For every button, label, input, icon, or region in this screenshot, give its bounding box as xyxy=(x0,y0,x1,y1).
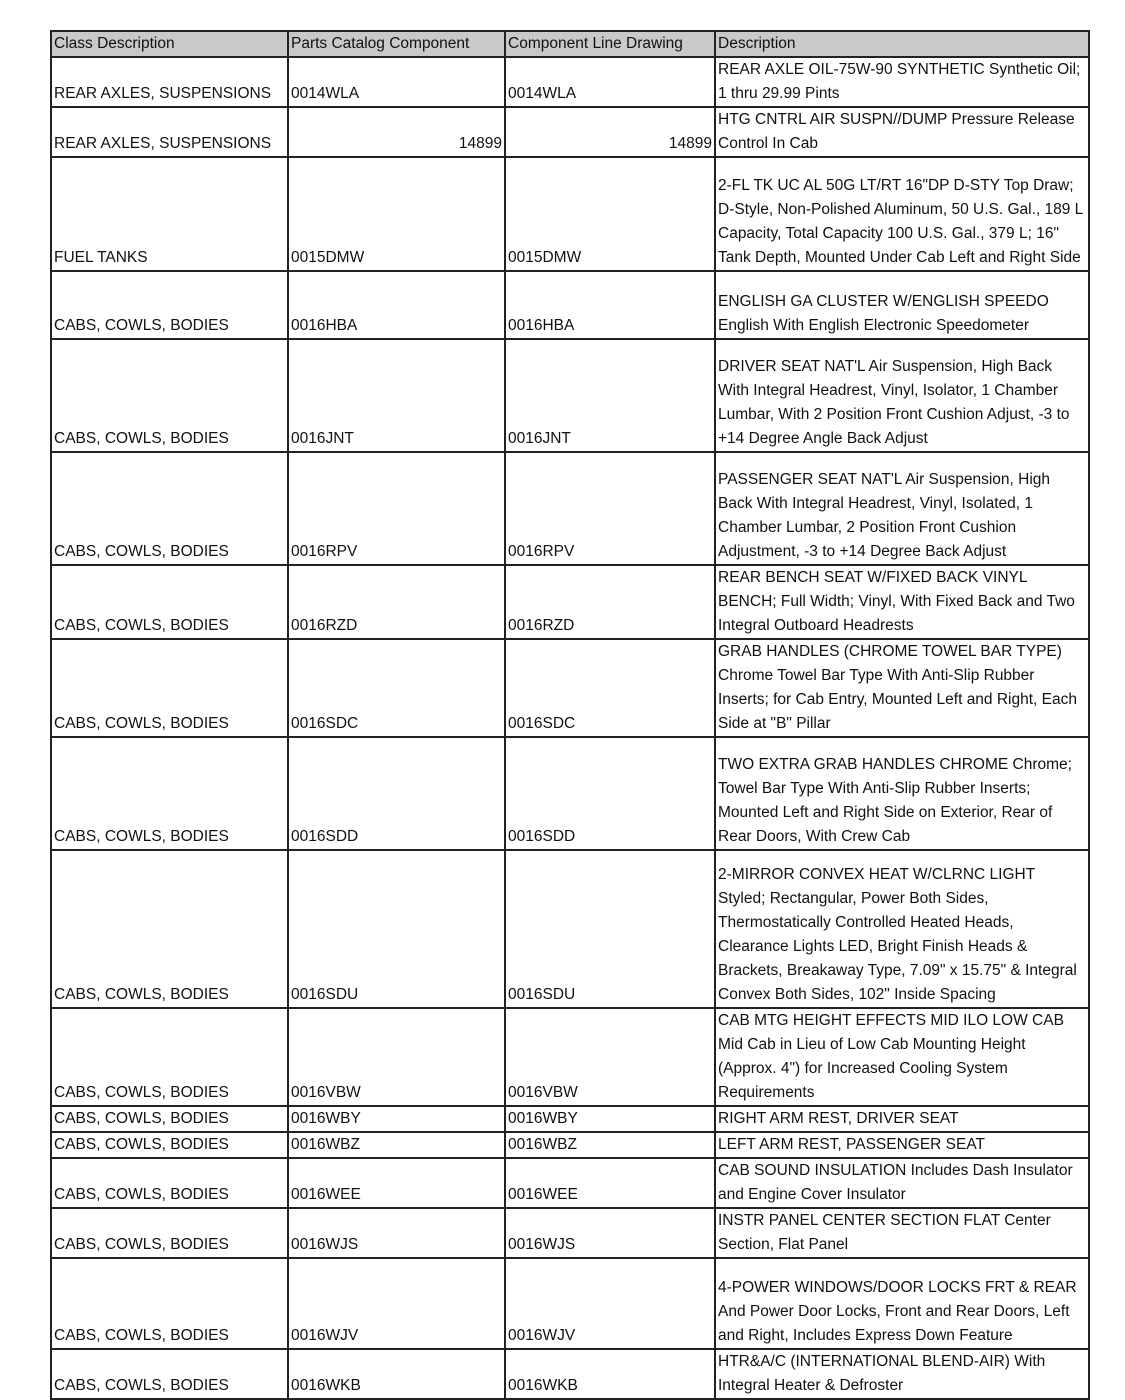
part-cell: 0016WBZ xyxy=(288,1132,505,1158)
part-cell: 0016VBW xyxy=(288,1008,505,1106)
part-cell: 0016SDD xyxy=(288,737,505,850)
description-cell: INSTR PANEL CENTER SECTION FLAT Center Section, Flat Panel xyxy=(715,1208,1089,1258)
table-row xyxy=(51,57,1089,107)
drawing-cell: 0016WBY xyxy=(505,1106,715,1132)
class-cell: CABS, COWLS, BODIES xyxy=(51,1258,288,1349)
table-row xyxy=(51,1158,1089,1208)
class-cell: CABS, COWLS, BODIES xyxy=(51,1158,288,1208)
class-cell: CABS, COWLS, BODIES xyxy=(51,339,288,452)
class-cell: CABS, COWLS, BODIES xyxy=(51,1208,288,1258)
header-row xyxy=(51,31,1089,57)
drawing-cell: 0016SDC xyxy=(505,639,715,737)
part-cell: 0016HBA xyxy=(288,271,505,339)
part-cell: 0016WEE xyxy=(288,1158,505,1208)
description-cell: LEFT ARM REST, PASSENGER SEAT xyxy=(715,1132,1089,1158)
drawing-cell: 0016WEE xyxy=(505,1158,715,1208)
drawing-cell: 0016VBW xyxy=(505,1008,715,1106)
table-row xyxy=(51,639,1089,737)
table-row xyxy=(51,737,1089,850)
part-cell: 0016WKB xyxy=(288,1349,505,1399)
class-cell: CABS, COWLS, BODIES xyxy=(51,1008,288,1106)
class-cell: CABS, COWLS, BODIES xyxy=(51,1132,288,1158)
class-cell: CABS, COWLS, BODIES xyxy=(51,452,288,565)
class-cell: CABS, COWLS, BODIES xyxy=(51,271,288,339)
part-cell: 0016WJS xyxy=(288,1208,505,1258)
drawing-cell: 0016JNT xyxy=(505,339,715,452)
drawing-cell: 0016SDD xyxy=(505,737,715,850)
description-cell: REAR AXLE OIL-75W-90 SYNTHETIC Synthetic Oil; 1 thru 29.99 Pints xyxy=(715,57,1089,107)
part-cell: 0016JNT xyxy=(288,339,505,452)
table-row xyxy=(51,1106,1089,1132)
description-cell: CAB SOUND INSULATION Includes Dash Insulator and Engine Cover Insulator xyxy=(715,1158,1089,1208)
class-cell: FUEL TANKS xyxy=(51,157,288,271)
part-cell: 0016WBY xyxy=(288,1106,505,1132)
part-cell: 0016RPV xyxy=(288,452,505,565)
table-row xyxy=(51,1258,1089,1349)
drawing-cell: 0016WJV xyxy=(505,1258,715,1349)
description-cell: REAR BENCH SEAT W/FIXED BACK VINYL BENCH; Full Width; Vinyl, With Fixed Back and Two Integral Outboard Headrests xyxy=(715,565,1089,639)
class-cell: CABS, COWLS, BODIES xyxy=(51,1349,288,1399)
table-row xyxy=(51,1008,1089,1106)
class-cell: CABS, COWLS, BODIES xyxy=(51,737,288,850)
part-cell: 0014WLA xyxy=(288,57,505,107)
description-cell: 4-POWER WINDOWS/DOOR LOCKS FRT & REAR And Power Door Locks, Front and Rear Doors, Left and Right, Includes Express Down Feature xyxy=(715,1258,1089,1349)
part-cell: 14899 xyxy=(288,107,505,157)
part-cell: 0015DMW xyxy=(288,157,505,271)
class-cell: CABS, COWLS, BODIES xyxy=(51,1106,288,1132)
description-cell: PASSENGER SEAT NAT'L Air Suspension, High Back With Integral Headrest, Vinyl, Isolated, 1 Chamber Lumbar, 2 Position Front Cushion Adjustment, -3 to +14 Degree Back Adjust xyxy=(715,452,1089,565)
drawing-cell: 0016WKB xyxy=(505,1349,715,1399)
description-cell: HTG CNTRL AIR SUSPN//DUMP Pressure Release Control In Cab xyxy=(715,107,1089,157)
drawing-cell: 0016RZD xyxy=(505,565,715,639)
drawing-cell: 0014WLA xyxy=(505,57,715,107)
table-row xyxy=(51,565,1089,639)
description-cell: ENGLISH GA CLUSTER W/ENGLISH SPEEDO English With English Electronic Speedometer xyxy=(715,271,1089,339)
table-row xyxy=(51,1208,1089,1258)
table-row xyxy=(51,157,1089,271)
description-cell: 2-MIRROR CONVEX HEAT W/CLRNC LIGHT Styled; Rectangular, Power Both Sides, Thermostatically Controlled Heated Heads, Clearance Lights LED, Bright Finish Heads & Brackets, Breakaway Type, 7.09" x 15.75" & Integral Convex Both Sides, 102" Inside Spacing xyxy=(715,850,1089,1008)
drawing-cell: 0016HBA xyxy=(505,271,715,339)
class-cell: REAR AXLES, SUSPENSIONS xyxy=(51,57,288,107)
description-cell: TWO EXTRA GRAB HANDLES CHROME Chrome; Towel Bar Type With Anti-Slip Rubber Inserts; Mounted Left and Right Side on Exterior, Rear of Rear Doors, With Crew Cab xyxy=(715,737,1089,850)
class-cell: CABS, COWLS, BODIES xyxy=(51,565,288,639)
class-cell: CABS, COWLS, BODIES xyxy=(51,850,288,1008)
table-row xyxy=(51,850,1089,1008)
class-cell: REAR AXLES, SUSPENSIONS xyxy=(51,107,288,157)
description-cell: HTR&A/C (INTERNATIONAL BLEND-AIR) With Integral Heater & Defroster xyxy=(715,1349,1089,1399)
table-row xyxy=(51,339,1089,452)
header-parts-catalog-component: Parts Catalog Component xyxy=(288,31,505,57)
drawing-cell: 14899 xyxy=(505,107,715,157)
description-cell: RIGHT ARM REST, DRIVER SEAT xyxy=(715,1106,1089,1132)
header-component-line-drawing: Component Line Drawing xyxy=(505,31,715,57)
description-cell: GRAB HANDLES (CHROME TOWEL BAR TYPE) Chrome Towel Bar Type With Anti-Slip Rubber Inserts; for Cab Entry, Mounted Left and Right, Each Side at "B" Pillar xyxy=(715,639,1089,737)
table-row xyxy=(51,271,1089,339)
header-description: Description xyxy=(715,31,1089,57)
header-class-description: Class Description xyxy=(51,31,288,57)
table-row xyxy=(51,452,1089,565)
part-cell: 0016SDC xyxy=(288,639,505,737)
part-cell: 0016WJV xyxy=(288,1258,505,1349)
part-cell: 0016RZD xyxy=(288,565,505,639)
description-cell: 2-FL TK UC AL 50G LT/RT 16"DP D-STY Top Draw; D-Style, Non-Polished Aluminum, 50 U.S. Gal., 189 L Capacity, Total Capacity 100 U.S. Gal., 379 L; 16" Tank Depth, Mounted Under Cab Left and Right Side xyxy=(715,157,1089,271)
drawing-cell: 0016RPV xyxy=(505,452,715,565)
description-cell: DRIVER SEAT NAT'L Air Suspension, High Back With Integral Headrest, Vinyl, Isolator, 1 Chamber Lumbar, With 2 Position Front Cushion Adjust, -3 to +14 Degree Angle Back Adjust xyxy=(715,339,1089,452)
parts-table xyxy=(50,30,1090,1400)
description-cell: CAB MTG HEIGHT EFFECTS MID ILO LOW CAB Mid Cab in Lieu of Low Cab Mounting Height (Approx. 4") for Increased Cooling System Requirements xyxy=(715,1008,1089,1106)
table-row xyxy=(51,107,1089,157)
class-cell: CABS, COWLS, BODIES xyxy=(51,639,288,737)
drawing-cell: 0016WBZ xyxy=(505,1132,715,1158)
drawing-cell: 0016SDU xyxy=(505,850,715,1008)
drawing-cell: 0015DMW xyxy=(505,157,715,271)
drawing-cell: 0016WJS xyxy=(505,1208,715,1258)
part-cell: 0016SDU xyxy=(288,850,505,1008)
table-row xyxy=(51,1132,1089,1158)
table-row xyxy=(51,1349,1089,1399)
